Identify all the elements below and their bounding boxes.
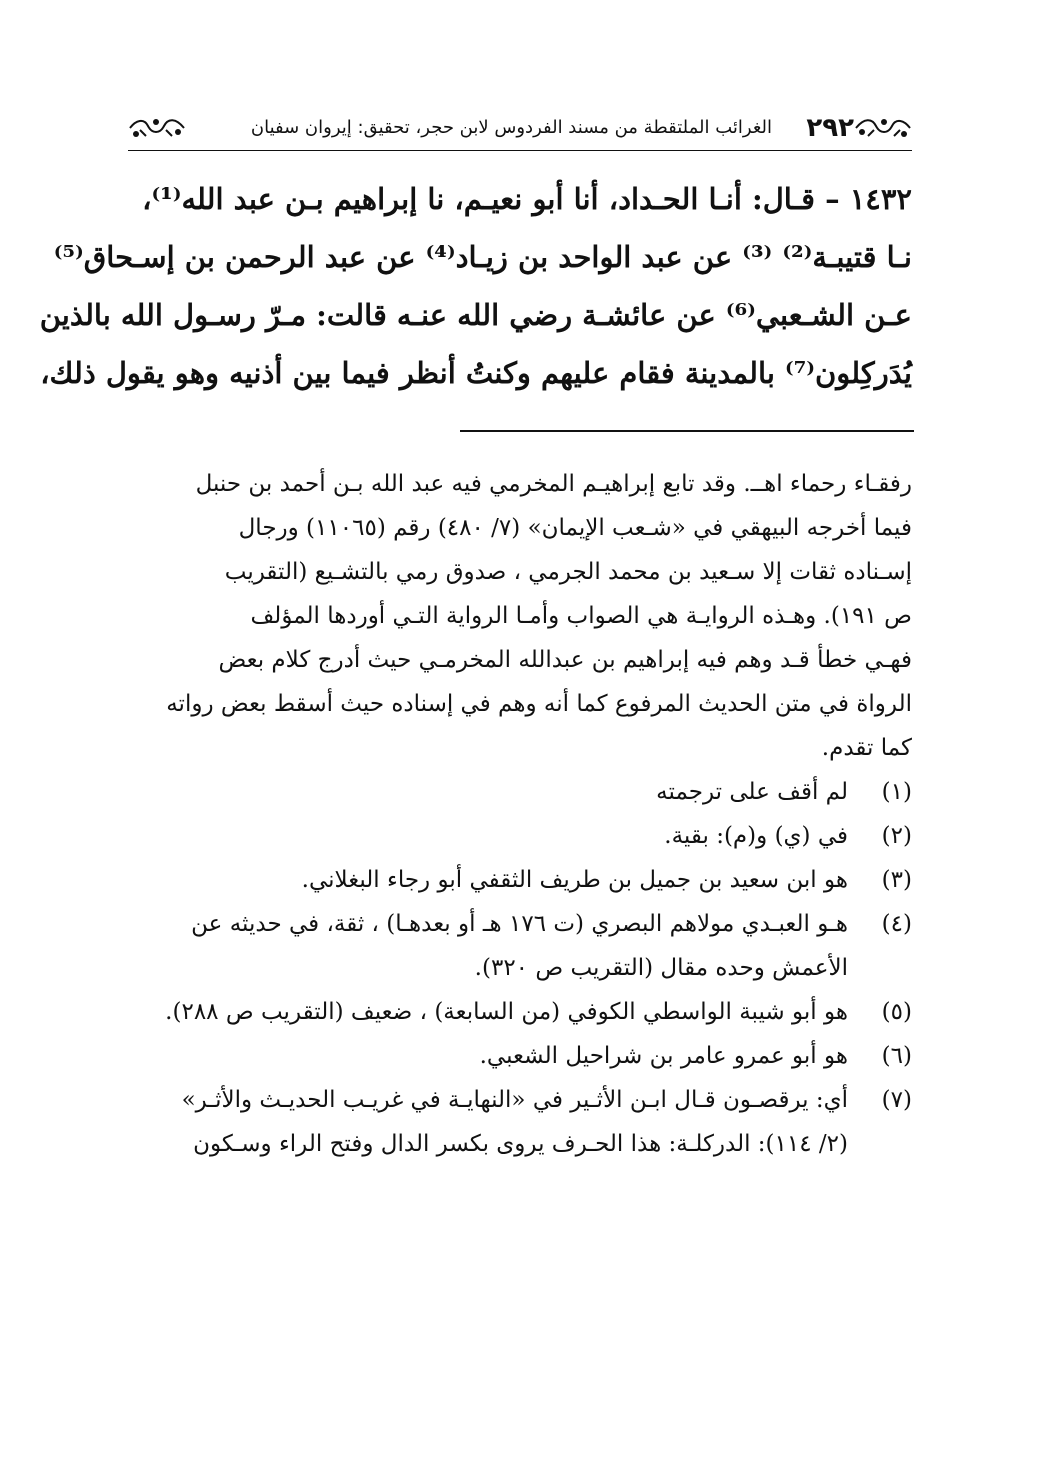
footnote-separator xyxy=(460,430,914,432)
footnote-number: (٣) xyxy=(881,867,912,893)
footnote-line: هو ابن سعيد بن جميل بن طريف الثقفي أبو رجاء البغلاني. xyxy=(301,867,848,893)
main-text-line: ١٤٣٢ – قـال: أنـا الحـداد، أنا أبو نعيـم، نا إبراهيم بـن عبد الله⁽¹⁾، xyxy=(142,182,912,216)
footnotes xyxy=(128,462,912,1166)
footnote-line: هـو العبـدي مولاهم البصري (ت ١٧٦ هـ أو بعدهـا) ، ثقة، في حديثه عن xyxy=(191,911,848,937)
footnote-1 xyxy=(128,770,912,814)
main-text xyxy=(39,170,912,402)
main-text-line: نـا قتيبـة⁽²⁾ ⁽³⁾ عن عبد الواحد بن زيـاد⁽⁴⁾ عن عبد الرحمن بن إسـحاق⁽⁵⁾ xyxy=(53,240,912,274)
main-text-line: يُدَركِلون⁽⁷⁾ بالمدينة فقام عليهم وكنتُ أنظر فيما بين أذنيه وهو يقول ذلك، xyxy=(40,356,912,390)
footnote-line: في (ي) و(م): بقية. xyxy=(664,823,848,849)
running-header xyxy=(128,108,912,148)
running-title: الغرائب الملتقطة من مسند الفردوس لابن حجر، تحقيق: إيروان سفيان xyxy=(250,117,772,138)
footnote-line: هو أبو عمرو عامر بن شراحيل الشعبي. xyxy=(479,1043,848,1069)
footnote-line: أي: يرقصـون قـال ابـن الأثـير في «النهايـة في غريـب الحديـث والأثـر» xyxy=(181,1087,848,1113)
footnote-number: (٦) xyxy=(881,1043,912,1069)
main-text-line: عـن الشـعبي⁽⁶⁾ عن عائشـة رضي الله عنـه قالت: مـرّ رسـول الله بالذين xyxy=(39,298,912,332)
footnote-line: فيما أخرجه البيهقي في «شـعب الإيمان» (٧/ ٤٨٠) رقم (١١٠٦٥) ورجال xyxy=(238,515,912,541)
footnote-number: (٥) xyxy=(881,999,912,1025)
footnote-line: فهـي خطأ قـد وهم فيه إبراهيم بن عبدالله المخرمـي حيث أدرج كلام بعض xyxy=(218,647,912,673)
footnote-number: (٧) xyxy=(881,1087,912,1113)
ornament-right-icon xyxy=(854,116,912,140)
footnote-number: (٤) xyxy=(881,911,912,937)
footnote-2 xyxy=(128,814,912,858)
footnote-line: رفقـاء رحماء اهــ. وقد تابع إبراهيـم المخرمي فيه عبد الله بـن أحمد بن حنبل xyxy=(195,471,912,497)
footnote-line: الرواة في متن الحديث المرفوع كما أنه وهم في إسناده حيث أسقط بعض رواته xyxy=(166,691,912,717)
footnote-3 xyxy=(128,858,912,902)
footnote-line: لم أقف على ترجمته xyxy=(656,779,848,805)
footnote-number: (١) xyxy=(881,779,912,805)
footnote-number: (٢) xyxy=(881,823,912,849)
ornament-left-icon xyxy=(128,116,186,140)
footnote-continuation xyxy=(128,462,912,770)
footnote-line: إسـناده ثقات إلا سـعيد بن محمد الجرمي ، صدوق رمي بالتشـيع (التقريب xyxy=(224,559,912,585)
footnote-line: ص ١٩١). وهـذه الروايـة هي الصواب وأمـا الرواية التـي أوردها المؤلف xyxy=(250,603,912,629)
footnote-line: هو أبو شيبة الواسطي الكوفي (من السابعة) ، ضعيف (التقريب ص ٢٨٨). xyxy=(165,999,848,1025)
footnote-4 xyxy=(128,902,912,990)
page-number: ٢٩٢ xyxy=(806,113,854,143)
footnote-5 xyxy=(128,990,912,1034)
header-rule xyxy=(128,150,912,151)
footnote-7 xyxy=(128,1078,912,1166)
footnote-line: الأعمش وحده مقال (التقريب ص ٣٢٠). xyxy=(474,955,848,981)
footnote-line: كما تقدم. xyxy=(821,735,912,761)
footnote-line: (٢/ ١١٤): الدركلـة: هذا الحـرف يروى بكسر الدال وفتح الراء وسـكون xyxy=(193,1131,848,1157)
footnote-6 xyxy=(128,1034,912,1078)
